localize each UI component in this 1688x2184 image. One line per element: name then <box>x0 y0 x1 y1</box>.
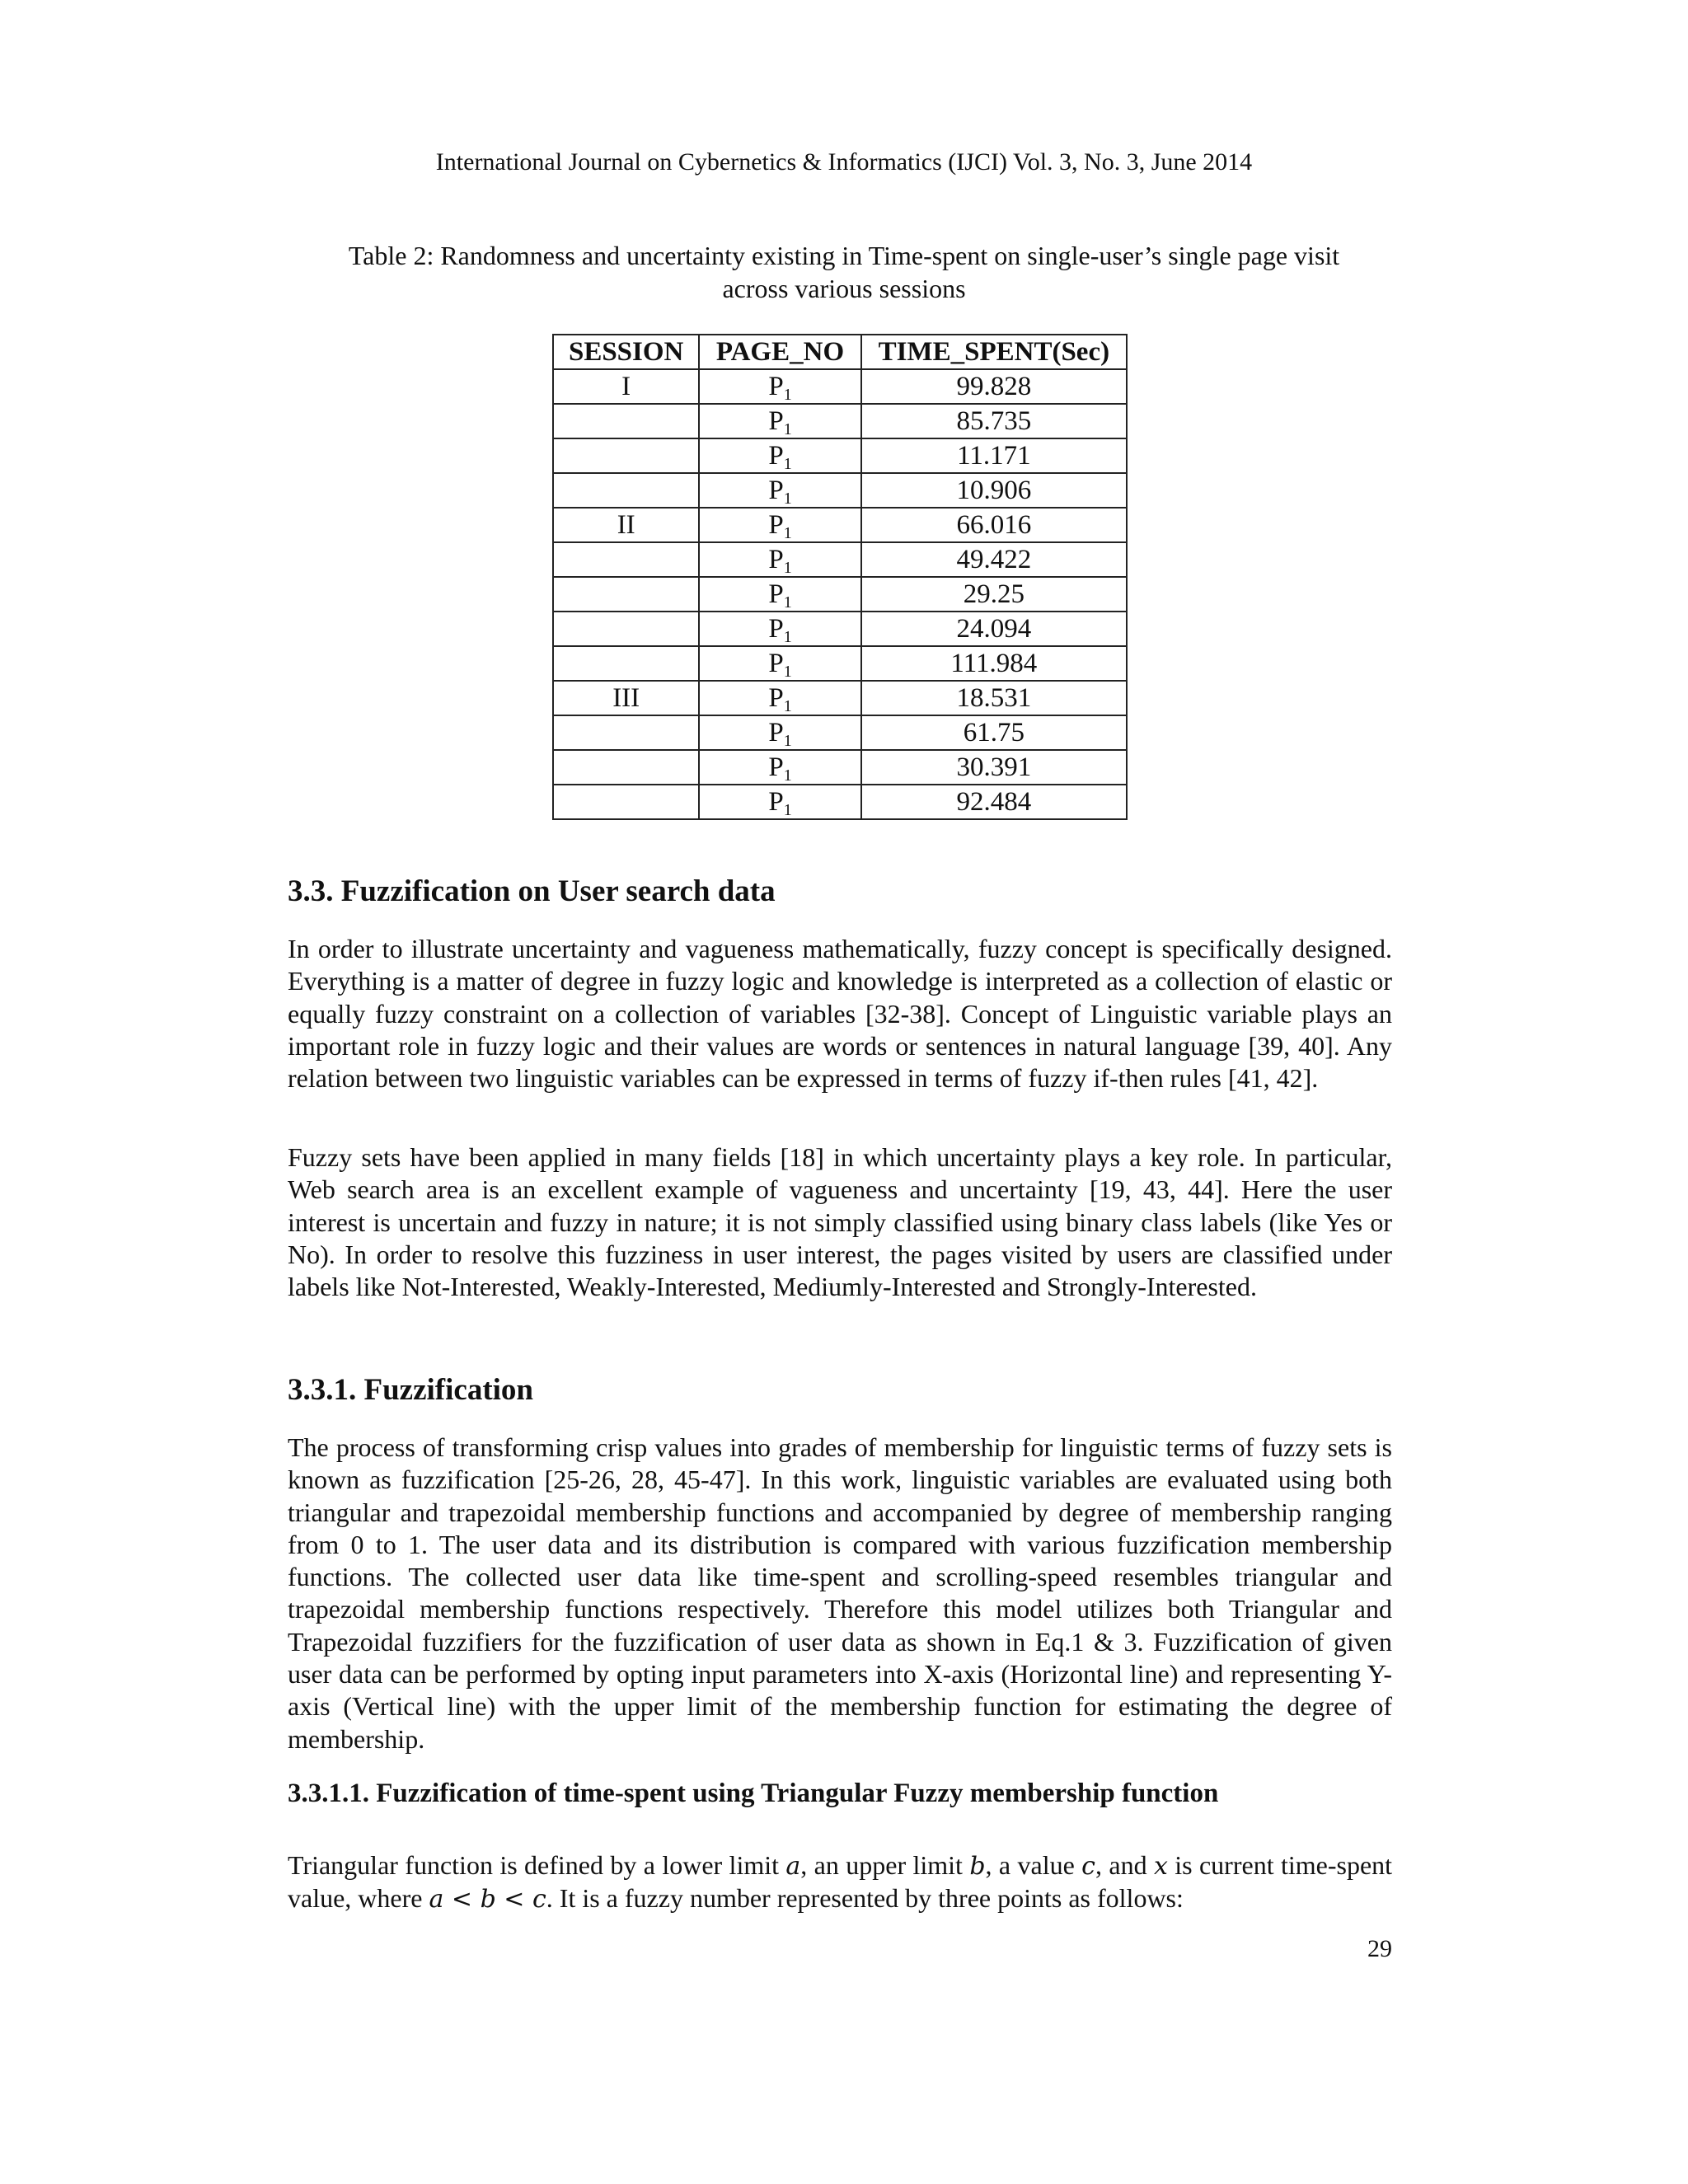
time-spent-table <box>552 334 1128 820</box>
column-header-session: SESSION <box>553 335 699 369</box>
page-subscript: 1 <box>783 628 792 646</box>
table-caption-line-2: across various sessions <box>722 274 966 303</box>
session-cell: II <box>553 508 699 542</box>
session-cell <box>553 577 699 612</box>
page-label: P <box>768 510 784 540</box>
section-3-3-1-1-heading: 3.3.1.1. Fuzzification of time-spent using Triangular Fuzzy membership function <box>288 1779 1219 1808</box>
page-label: P <box>768 372 784 401</box>
page-no-cell <box>699 681 860 715</box>
text-run: Triangular function is defined by a lower limit <box>288 1850 786 1880</box>
text-run: . It is a fuzzy number represented by three points as follows: <box>546 1883 1184 1914</box>
section-3-3-1-heading: 3.3.1. Fuzzification <box>288 1373 534 1407</box>
page-no-cell <box>699 508 860 542</box>
page-label: P <box>768 718 784 748</box>
math-inequality: a < b < c <box>429 1885 546 1915</box>
session-cell: I <box>553 369 699 404</box>
page-label: P <box>768 683 784 713</box>
session-cell <box>553 404 699 438</box>
page-label: P <box>768 579 784 609</box>
table-caption-line-1: Table 2: Randomness and uncertainty existing in Time-spent on single-user’s single page visit <box>348 241 1340 270</box>
page-label: P <box>768 752 784 782</box>
table-row <box>553 473 1127 508</box>
table-row <box>553 750 1127 785</box>
session-cell <box>553 715 699 750</box>
page-subscript: 1 <box>783 663 792 681</box>
table-body <box>553 369 1127 819</box>
page-label: P <box>768 476 784 505</box>
running-header: International Journal on Cybernetics & Informatics (IJCI) Vol. 3, No. 3, June 2014 <box>435 148 1253 176</box>
page-no-cell <box>699 612 860 646</box>
math-variable-x: x <box>1153 1852 1168 1881</box>
math-variable-b: b <box>969 1852 986 1881</box>
time-spent-cell: 11.171 <box>861 438 1127 473</box>
page-label: P <box>768 787 784 817</box>
page-no-cell <box>699 438 860 473</box>
page-label: P <box>768 614 784 644</box>
page-subscript: 1 <box>783 455 792 473</box>
page-subscript: 1 <box>783 490 792 508</box>
page-no-cell <box>699 750 860 785</box>
session-cell <box>553 542 699 577</box>
table-row <box>553 577 1127 612</box>
table-caption <box>206 239 1482 305</box>
table-row <box>553 369 1127 404</box>
page-no-cell <box>699 542 860 577</box>
table-header-row <box>553 335 1127 369</box>
page-no-cell <box>699 404 860 438</box>
time-spent-cell: 99.828 <box>861 369 1127 404</box>
section-3-3-paragraph-2: Fuzzy sets have been applied in many fields [18] in which uncertainty plays a key role. In particular, Web search area is an excellent example of vagueness and uncertainty [19, 43, 44]. Here the user interest is uncertain and fuzzy in nature; it is not simply classified using binary class labels (like Yes or No). In order to resolve this fuzziness in user interest, the pages visited by users are classified under labels like Not-Interested, Weakly-Interested, Mediumly-Interested and Strongly-Interested. <box>288 1142 1392 1302</box>
time-spent-cell: 24.094 <box>861 612 1127 646</box>
time-spent-cell: 30.391 <box>861 750 1127 785</box>
page-no-cell <box>699 715 860 750</box>
table-row <box>553 612 1127 646</box>
page-no-cell <box>699 473 860 508</box>
time-spent-cell: 111.984 <box>861 646 1127 681</box>
section-3-3-1-paragraph: The process of transforming crisp values into grades of membership for linguistic terms of fuzzy sets is known as fuzzification [25-26, 28, 45-47]. In this work, linguistic variables are evaluated using both triangular and trapezoidal membership functions and accompanied by degree of membership ranging from 0 to 1. The user data and its distribution is compared with various fuzzification membership functions. The collected user data like time-spent and scrolling-speed resembles triangular and trapezoidal membership functions respectively. Therefore this model utilizes both Triangular and Trapezoidal fuzzifiers for the fuzzification of user data as shown in Eq.1 & 3. Fuzzification of given user data can be performed by opting input parameters into X-axis (Horizontal line) and representing Y-axis (Vertical line) with the upper limit of the membership function for estimating the degree of membership. <box>288 1432 1392 1754</box>
page-subscript: 1 <box>783 420 792 438</box>
time-spent-cell: 10.906 <box>861 473 1127 508</box>
time-spent-cell: 85.735 <box>861 404 1127 438</box>
column-header-page-no: PAGE_NO <box>699 335 860 369</box>
time-spent-cell: 29.25 <box>861 577 1127 612</box>
session-cell: III <box>553 681 699 715</box>
page-no-cell <box>699 369 860 404</box>
page-label: P <box>768 545 784 574</box>
session-cell <box>553 646 699 681</box>
page-subscript: 1 <box>783 732 792 750</box>
table-row <box>553 508 1127 542</box>
table-row <box>553 785 1127 819</box>
page-label: P <box>768 406 784 436</box>
page-number: 29 <box>1367 1935 1392 1962</box>
page-subscript: 1 <box>783 386 792 404</box>
table-row <box>553 681 1127 715</box>
session-cell <box>553 473 699 508</box>
session-cell <box>553 438 699 473</box>
session-cell <box>553 785 699 819</box>
table-row <box>553 542 1127 577</box>
session-cell <box>553 612 699 646</box>
time-spent-cell: 92.484 <box>861 785 1127 819</box>
text-run: is current time-spent value, where <box>288 1850 1393 1914</box>
math-variable-c: c <box>1081 1852 1095 1881</box>
time-spent-cell: 49.422 <box>861 542 1127 577</box>
table-row <box>553 715 1127 750</box>
page-subscript: 1 <box>783 697 792 715</box>
text-run: , a value <box>985 1850 1082 1880</box>
time-spent-cell: 61.75 <box>861 715 1127 750</box>
page-label: P <box>768 649 784 678</box>
session-cell <box>553 750 699 785</box>
time-spent-cell: 66.016 <box>861 508 1127 542</box>
text-run: , an upper limit <box>800 1850 970 1880</box>
page-no-cell <box>699 577 860 612</box>
page-subscript: 1 <box>783 766 792 785</box>
table-row <box>553 646 1127 681</box>
section-3-3-paragraph-1: In order to illustrate uncertainty and vagueness mathematically, fuzzy concept is specifically designed. Everything is a matter of degree in fuzzy logic and knowledge is interpreted as a collection of elastic or equally fuzzy constraint on a collection of variables [32-38]. Concept of Linguistic variable plays an important role in fuzzy logic and their values are words or sentences in natural language [39, 40]. Any relation between two linguistic variables can be expressed in terms of fuzzy if-then rules [41, 42]. <box>288 934 1392 1094</box>
page-no-cell <box>699 646 860 681</box>
table-row <box>553 404 1127 438</box>
page-subscript: 1 <box>783 593 792 612</box>
section-3-3-1-1-paragraph <box>288 1849 1392 1916</box>
column-header-time-spent: TIME_SPENT(Sec) <box>861 335 1127 369</box>
page-subscript: 1 <box>783 801 792 819</box>
page-label: P <box>768 441 784 471</box>
math-variable-a: a <box>785 1852 801 1881</box>
time-spent-cell: 18.531 <box>861 681 1127 715</box>
section-3-3-heading: 3.3. Fuzzification on User search data <box>288 874 776 908</box>
page-subscript: 1 <box>783 559 792 577</box>
table-row <box>553 438 1127 473</box>
page-subscript: 1 <box>783 524 792 542</box>
page-no-cell <box>699 785 860 819</box>
text-run: , and <box>1095 1850 1154 1880</box>
